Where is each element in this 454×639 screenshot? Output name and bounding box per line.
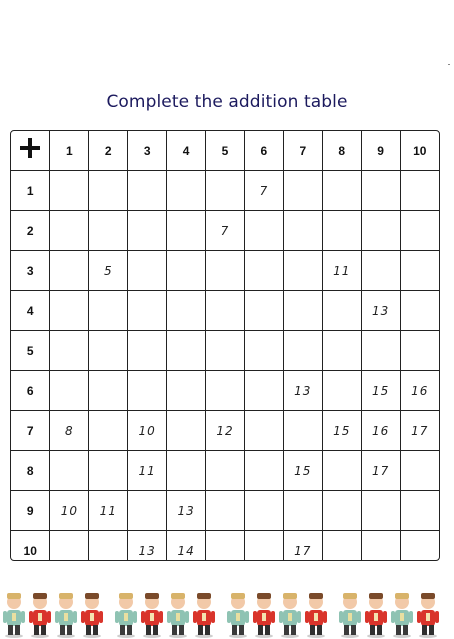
answer-cell[interactable]: 10 (50, 491, 89, 531)
answer-cell[interactable] (400, 451, 439, 491)
answer-cell[interactable] (244, 371, 283, 411)
answer-cell[interactable] (206, 491, 245, 531)
answer-cell[interactable] (400, 331, 439, 371)
header-row (11, 131, 439, 171)
answer-cell[interactable] (89, 371, 128, 411)
answer-cell[interactable]: 11 (128, 451, 167, 491)
answer-cell[interactable] (400, 211, 439, 251)
answer-cell[interactable]: 15 (322, 411, 361, 451)
answer-cell[interactable] (167, 251, 206, 291)
row-header: 9 (11, 491, 50, 531)
row-header: 7 (11, 411, 50, 451)
answer-cell[interactable] (322, 531, 361, 562)
answer-cell[interactable] (322, 291, 361, 331)
answer-cell[interactable] (361, 331, 400, 371)
answer-cell[interactable] (89, 331, 128, 371)
answer-cell[interactable] (400, 491, 439, 531)
answer-cell[interactable] (167, 371, 206, 411)
answer-cell[interactable] (283, 211, 322, 251)
answer-cell[interactable]: 14 (167, 531, 206, 562)
answer-cell[interactable]: 16 (361, 411, 400, 451)
answer-cell[interactable]: 11 (89, 491, 128, 531)
answer-cell[interactable] (244, 531, 283, 562)
column-header: 6 (244, 131, 283, 171)
answer-cell[interactable] (322, 171, 361, 211)
plus-icon (20, 138, 40, 158)
table-row (11, 211, 439, 251)
answer-cell[interactable] (244, 411, 283, 451)
answer-cell[interactable]: 17 (400, 411, 439, 451)
answer-cell[interactable] (89, 211, 128, 251)
answer-cell[interactable]: 13 (361, 291, 400, 331)
page-title: Complete the addition table (106, 92, 348, 112)
answer-cell[interactable]: 8 (50, 411, 89, 451)
answer-cell[interactable] (361, 251, 400, 291)
answer-cell[interactable] (244, 451, 283, 491)
stray-mark (448, 64, 450, 65)
answer-cell[interactable] (400, 171, 439, 211)
answer-cell[interactable] (361, 491, 400, 531)
column-header: 8 (322, 131, 361, 171)
answer-cell[interactable]: 17 (283, 531, 322, 562)
answer-cell[interactable] (283, 491, 322, 531)
table-row (11, 371, 439, 411)
answer-cell[interactable]: 12 (206, 411, 245, 451)
answer-cell[interactable] (50, 451, 89, 491)
answer-cell[interactable] (167, 411, 206, 451)
answer-cell[interactable] (322, 331, 361, 371)
row-header: 8 (11, 451, 50, 491)
answer-cell[interactable] (167, 291, 206, 331)
answer-cell[interactable] (89, 411, 128, 451)
answer-cell[interactable] (128, 491, 167, 531)
answer-cell[interactable] (283, 411, 322, 451)
answer-cell[interactable] (400, 531, 439, 562)
answer-cell[interactable] (400, 291, 439, 331)
row-header: 6 (11, 371, 50, 411)
answer-cell[interactable] (206, 251, 245, 291)
answer-cell[interactable] (206, 291, 245, 331)
answer-cell[interactable] (89, 171, 128, 211)
answer-cell[interactable] (361, 211, 400, 251)
answer-cell[interactable] (206, 371, 245, 411)
column-header: 4 (167, 131, 206, 171)
answer-cell[interactable] (167, 331, 206, 371)
answer-cell[interactable] (50, 211, 89, 251)
answer-cell[interactable] (400, 251, 439, 291)
answer-cell[interactable] (322, 371, 361, 411)
table-row (11, 491, 439, 531)
answer-cell[interactable]: 16 (400, 371, 439, 411)
answer-cell[interactable] (361, 171, 400, 211)
answer-cell[interactable] (50, 531, 89, 562)
answer-cell[interactable] (50, 291, 89, 331)
table-row (11, 531, 439, 562)
column-header: 10 (400, 131, 439, 171)
answer-cell[interactable] (128, 171, 167, 211)
answer-cell[interactable] (361, 531, 400, 562)
table-row (11, 171, 439, 211)
answer-cell[interactable] (322, 211, 361, 251)
answer-cell[interactable] (167, 171, 206, 211)
column-header: 3 (128, 131, 167, 171)
column-header: 5 (206, 131, 245, 171)
answer-cell[interactable] (244, 331, 283, 371)
answer-cell[interactable]: 17 (361, 451, 400, 491)
answer-cell[interactable]: 13 (167, 491, 206, 531)
answer-cell[interactable]: 11 (322, 251, 361, 291)
answer-cell[interactable] (167, 451, 206, 491)
answer-cell[interactable]: 7 (206, 211, 245, 251)
answer-cell[interactable] (167, 211, 206, 251)
table-row (11, 331, 439, 371)
answer-cell[interactable] (206, 531, 245, 562)
answer-cell[interactable] (89, 451, 128, 491)
answer-cell[interactable] (322, 451, 361, 491)
answer-cell[interactable] (283, 251, 322, 291)
table-row (11, 291, 439, 331)
answer-cell[interactable]: 15 (283, 451, 322, 491)
column-header: 9 (361, 131, 400, 171)
row-header: 4 (11, 291, 50, 331)
row-header: 10 (11, 531, 50, 562)
answer-cell[interactable] (206, 331, 245, 371)
figure-row (3, 593, 439, 638)
answer-cell[interactable]: 13 (283, 371, 322, 411)
answer-cell[interactable] (50, 331, 89, 371)
answer-cell[interactable] (206, 451, 245, 491)
corner-cell (11, 131, 50, 171)
answer-cell[interactable]: 10 (128, 411, 167, 451)
answer-cell[interactable] (50, 371, 89, 411)
answer-cell[interactable] (128, 371, 167, 411)
addition-table (10, 130, 440, 561)
row-header: 5 (11, 331, 50, 371)
answer-cell[interactable]: 13 (128, 531, 167, 562)
column-header: 1 (50, 131, 89, 171)
answer-cell[interactable] (283, 331, 322, 371)
answer-cell[interactable]: 15 (361, 371, 400, 411)
answer-cell[interactable] (244, 491, 283, 531)
answer-cell[interactable]: 5 (89, 251, 128, 291)
row-header: 2 (11, 211, 50, 251)
answer-cell[interactable] (128, 211, 167, 251)
answer-cell[interactable] (283, 291, 322, 331)
answer-cell[interactable] (50, 251, 89, 291)
answer-cell[interactable] (244, 251, 283, 291)
table-row (11, 451, 439, 491)
row-header: 3 (11, 251, 50, 291)
answer-cell[interactable] (89, 291, 128, 331)
addition-grid (11, 131, 439, 561)
answer-cell[interactable] (128, 251, 167, 291)
answer-cell[interactable] (128, 331, 167, 371)
answer-cell[interactable] (206, 171, 245, 211)
answer-cell[interactable] (128, 291, 167, 331)
answer-cell[interactable] (322, 491, 361, 531)
row-header: 1 (11, 171, 50, 211)
answer-cell[interactable] (89, 531, 128, 562)
answer-cell[interactable] (283, 171, 322, 211)
answer-cell[interactable] (244, 291, 283, 331)
answer-cell[interactable] (244, 211, 283, 251)
column-header: 2 (89, 131, 128, 171)
decorative-toy-soldier-border (0, 590, 454, 639)
table-row (11, 411, 439, 451)
answer-cell[interactable]: 7 (244, 171, 283, 211)
answer-cell[interactable] (50, 171, 89, 211)
column-header: 7 (283, 131, 322, 171)
table-row (11, 251, 439, 291)
